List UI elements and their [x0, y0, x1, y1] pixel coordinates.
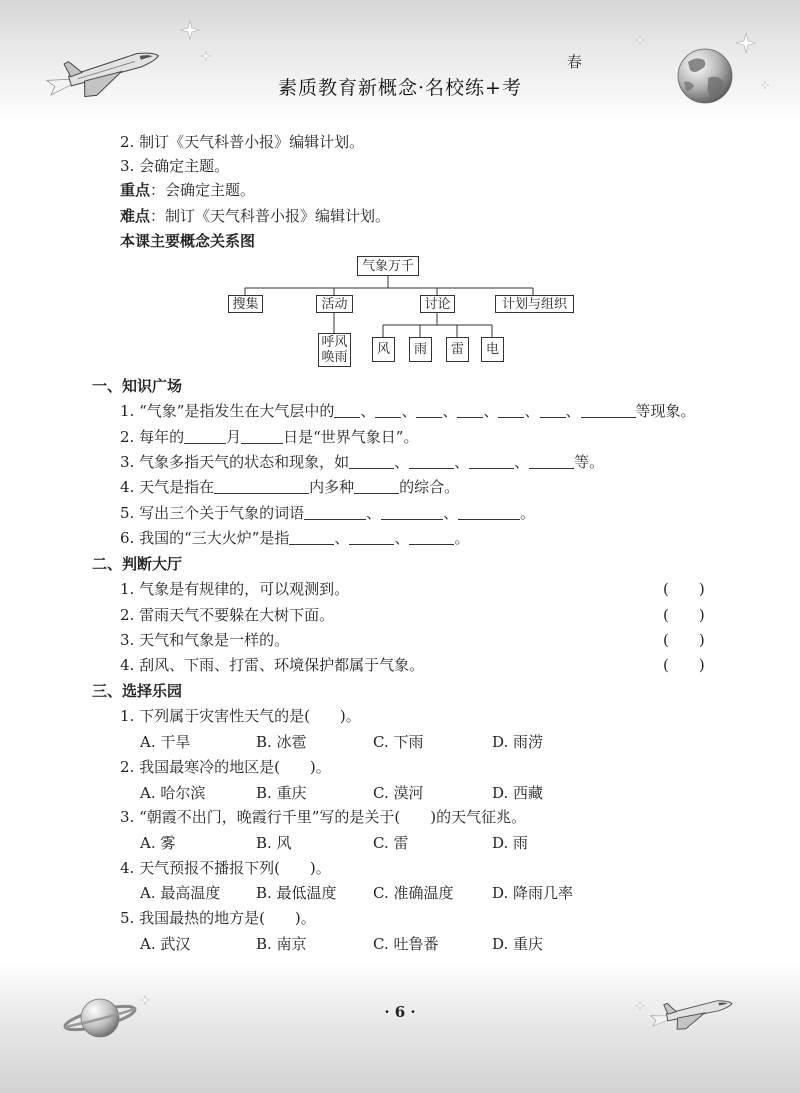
- blank: [457, 403, 483, 418]
- question-text: 2. 每年的: [120, 428, 185, 446]
- option-a: A. 最高温度: [140, 884, 221, 902]
- judge-question-4: 4. 刮风、下雨、打雷、环境保护都属于气象。: [120, 656, 425, 674]
- choice-question-1: 1. 下列属于灾害性天气的是( )。: [120, 707, 361, 725]
- option-c: C. 漠河: [373, 784, 424, 802]
- judge-answer-bracket: ( ): [663, 580, 705, 598]
- fill-question-6: [120, 528, 469, 548]
- blank: [469, 454, 514, 469]
- separator: 、: [401, 402, 417, 420]
- blank: [416, 403, 442, 418]
- separator: 、: [366, 504, 382, 522]
- judge-question-3: 3. 天气和气象是一样的。: [120, 631, 290, 649]
- question-text: 等现象。: [635, 402, 696, 420]
- blank: [498, 403, 524, 418]
- section3-title: 三、选择乐园: [92, 682, 183, 700]
- option-a: A. 雾: [140, 834, 176, 852]
- concept-child-planning: 计划与组织: [495, 295, 574, 313]
- option-c: C. 下雨: [373, 733, 424, 751]
- blank: [304, 505, 366, 520]
- question-text: 日是“世界气象日”。: [283, 428, 419, 446]
- fill-question-1: [120, 401, 696, 421]
- difficulty-text: ：制订《天气科普小报》编辑计划。: [150, 207, 391, 225]
- question-text: 。: [454, 529, 470, 547]
- page-number: · 6 ·: [384, 1003, 416, 1021]
- concept-child-discussion: 讨论: [420, 295, 455, 313]
- workbook-title: 素质教育新概念·名校练+考: [278, 77, 522, 99]
- option-b: B. 最低温度: [256, 884, 337, 902]
- option-a: A. 哈尔滨: [140, 784, 206, 802]
- fill-question-3: [120, 452, 604, 472]
- separator: 、: [514, 453, 530, 471]
- option-d: D. 西藏: [492, 784, 544, 802]
- question-text: 月: [226, 428, 242, 446]
- objective-3: 3. 会确定主题。: [120, 157, 230, 175]
- blank: [349, 530, 394, 545]
- option-c: C. 准确温度: [373, 884, 454, 902]
- key-point: [120, 180, 255, 200]
- concept-discussion-lightning: 电: [481, 337, 504, 362]
- concept-map-title: 本课主要概念关系图: [120, 232, 256, 250]
- star-icon: [636, 36, 645, 45]
- choice-question-3: 3. “朝霞不出门，晚霞行千里”写的是关于( )的天气征兆。: [120, 808, 527, 826]
- header-decorations: [0, 0, 800, 122]
- star-icon: [201, 51, 211, 61]
- footer-decorations: [0, 962, 800, 1093]
- option-a: A. 武汉: [140, 935, 191, 953]
- choice-options-5: [140, 934, 660, 954]
- blank: [581, 403, 636, 418]
- judge-question-2: 2. 雷雨天气不要躲在大树下面。: [120, 606, 335, 624]
- question-text: 1. “气象”是指发生在大气层中的: [120, 402, 335, 420]
- concept-child-collect: 搜集: [228, 295, 263, 313]
- option-d: D. 降雨几率: [492, 884, 574, 902]
- separator: 、: [394, 453, 410, 471]
- question-text: 内多种: [309, 478, 355, 496]
- blank: [289, 530, 334, 545]
- fill-question-2: [120, 427, 418, 447]
- blank: [241, 429, 283, 444]
- judge-answer-bracket: ( ): [663, 606, 705, 624]
- question-text: 。: [520, 504, 536, 522]
- judge-answer-bracket: ( ): [663, 631, 705, 649]
- key-point-text: ：会确定主题。: [150, 181, 256, 199]
- concept-discussion-wind: 风: [372, 337, 395, 362]
- separator: 、: [443, 504, 459, 522]
- option-d: D. 雨涝: [492, 733, 544, 751]
- star-icon: [736, 33, 756, 53]
- concept-activity-sub: 呼风唤雨: [318, 333, 351, 367]
- option-b: B. 风: [256, 834, 292, 852]
- choice-question-5: 5. 我国最热的地方是( )。: [120, 909, 316, 927]
- separator: 、: [483, 402, 499, 420]
- blank: [529, 454, 574, 469]
- blank: [540, 403, 566, 418]
- choice-question-2: 2. 我国最寒冷的地区是( )。: [120, 758, 331, 776]
- concept-root: 气象万千: [357, 256, 419, 276]
- season-label: 春: [567, 53, 583, 71]
- separator: 、: [524, 402, 540, 420]
- concept-child-activity: 活动: [316, 295, 353, 313]
- option-b: B. 南京: [256, 935, 307, 953]
- question-text: 6. 我国的“三大火炉”是指: [120, 529, 290, 547]
- fill-question-5: [120, 503, 535, 523]
- option-c: C. 吐鲁番: [373, 935, 439, 953]
- section2-title: 二、判断大厅: [92, 555, 183, 573]
- choice-options-3: [140, 833, 660, 853]
- concept-discussion-rain: 雨: [409, 337, 432, 362]
- choice-options-4: [140, 883, 660, 903]
- star-icon: [181, 21, 199, 39]
- option-d: D. 雨: [492, 834, 529, 852]
- question-text: 5. 写出三个关于气象的词语: [120, 504, 305, 522]
- blank: [184, 429, 226, 444]
- option-a: A. 干旱: [140, 733, 191, 751]
- section1-title: 一、知识广场: [92, 377, 183, 395]
- separator: 、: [442, 402, 458, 420]
- blank: [214, 479, 309, 494]
- option-c: C. 雷: [373, 834, 409, 852]
- choice-options-2: [140, 783, 660, 803]
- choice-options-1: [140, 732, 660, 752]
- blank: [458, 505, 520, 520]
- blank: [349, 454, 394, 469]
- blank: [409, 454, 454, 469]
- difficulty-label: 难点: [120, 207, 151, 225]
- question-text: 的综合。: [399, 478, 460, 496]
- key-point-label: 重点: [120, 181, 151, 199]
- question-text: 等。: [574, 453, 605, 471]
- blank: [375, 403, 401, 418]
- separator: 、: [565, 402, 581, 420]
- blank: [334, 403, 360, 418]
- judge-question-1: 1. 气象是有规律的，可以观测到。: [120, 580, 350, 598]
- option-b: B. 重庆: [256, 784, 307, 802]
- separator: 、: [454, 453, 470, 471]
- blank: [409, 530, 454, 545]
- separator: 、: [334, 529, 350, 547]
- separator: 、: [394, 529, 410, 547]
- judge-answer-bracket: ( ): [663, 656, 705, 674]
- blank: [381, 505, 443, 520]
- option-b: B. 冰雹: [256, 733, 307, 751]
- option-d: D. 重庆: [492, 935, 544, 953]
- question-text: 4. 天气是指在: [120, 478, 215, 496]
- blank: [354, 479, 399, 494]
- question-text: 3. 气象多指天气的状态和现象，如: [120, 453, 350, 471]
- choice-question-4: 4. 天气预报不播报下列( )。: [120, 859, 331, 877]
- separator: 、: [360, 402, 376, 420]
- fill-question-4: [120, 477, 459, 497]
- concept-discussion-thunder: 雷: [446, 337, 469, 362]
- objective-2: 2. 制订《天气科普小报》编辑计划。: [120, 133, 365, 151]
- difficulty: [120, 206, 390, 226]
